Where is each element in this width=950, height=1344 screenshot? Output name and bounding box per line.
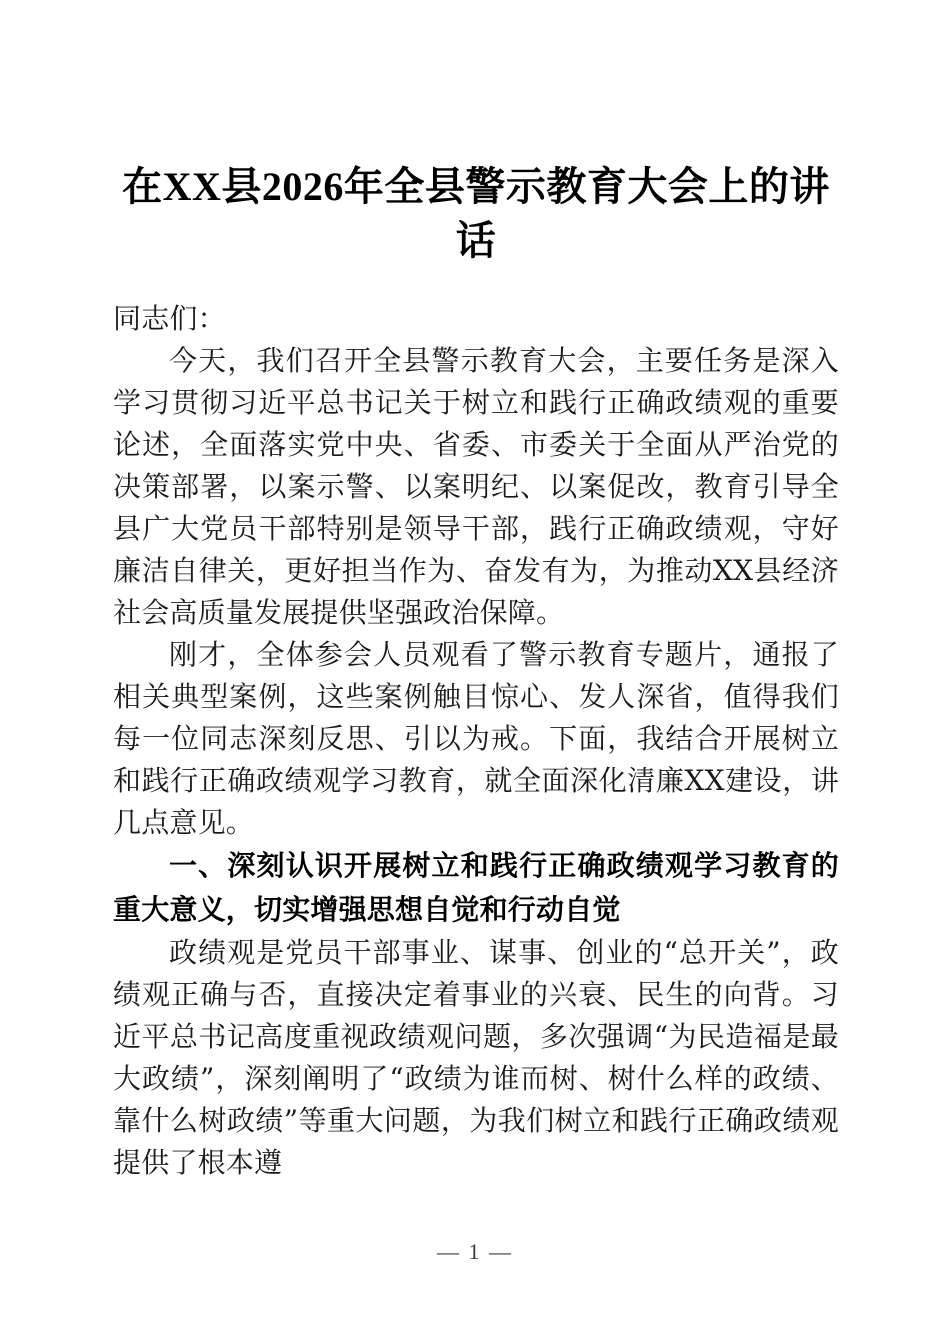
page-number: — 1 — <box>437 1239 513 1264</box>
paragraph-2: 刚才，全体参会人员观看了警示教育专题片，通报了相关典型案例，这些案例触目惊心、发人深省，值得我们每一位同志深刻反思、引以为戒。下面，我结合开展树立和践行正确政绩观学习教育，就全面深化清廉XX建设，讲几点意见。 <box>113 638 839 839</box>
document-content <box>113 0 839 1184</box>
section-heading-1: 一、深刻认识开展树立和践行正确政绩观学习教育的重大意义，切实增强思想自觉和行动自觉 <box>113 849 839 926</box>
page-footer <box>0 1238 950 1266</box>
section-paragraph-1: 政绩观是党员干部事业、谋事、创业的“总开关”，政绩观正确与否，直接决定着事业的兴衰、民生的向背。习近平总书记高度重视政绩观问题，多次强调“为民造福是最大政绩”，深刻阐明了“政绩为谁而树、树什么样的政绩、靠什么树政绩”等重大问题，为我们树立和践行正确政绩观提供了根本遵 <box>113 936 839 1179</box>
page-title: 在XX县2026年全县警示教育大会上的讲话 <box>122 164 830 263</box>
paragraph-1: 今天，我们召开全县警示教育大会，主要任务是深入学习贯彻习近平总书记关于树立和践行正确政绩观的重要论述，全面落实党中央、省委、市委关于全面从严治党的决策部署，以案示警、以案明纪、以案促改，教育引导全县广大党员干部特别是领导干部，践行正确政绩观，守好廉洁自律关，更好担当作为、奋发有为，为推动XX县经济社会高质量发展提供坚强政治保障。 <box>113 344 839 629</box>
salutation: 同志们： <box>113 302 226 335</box>
document-body <box>113 298 839 1184</box>
